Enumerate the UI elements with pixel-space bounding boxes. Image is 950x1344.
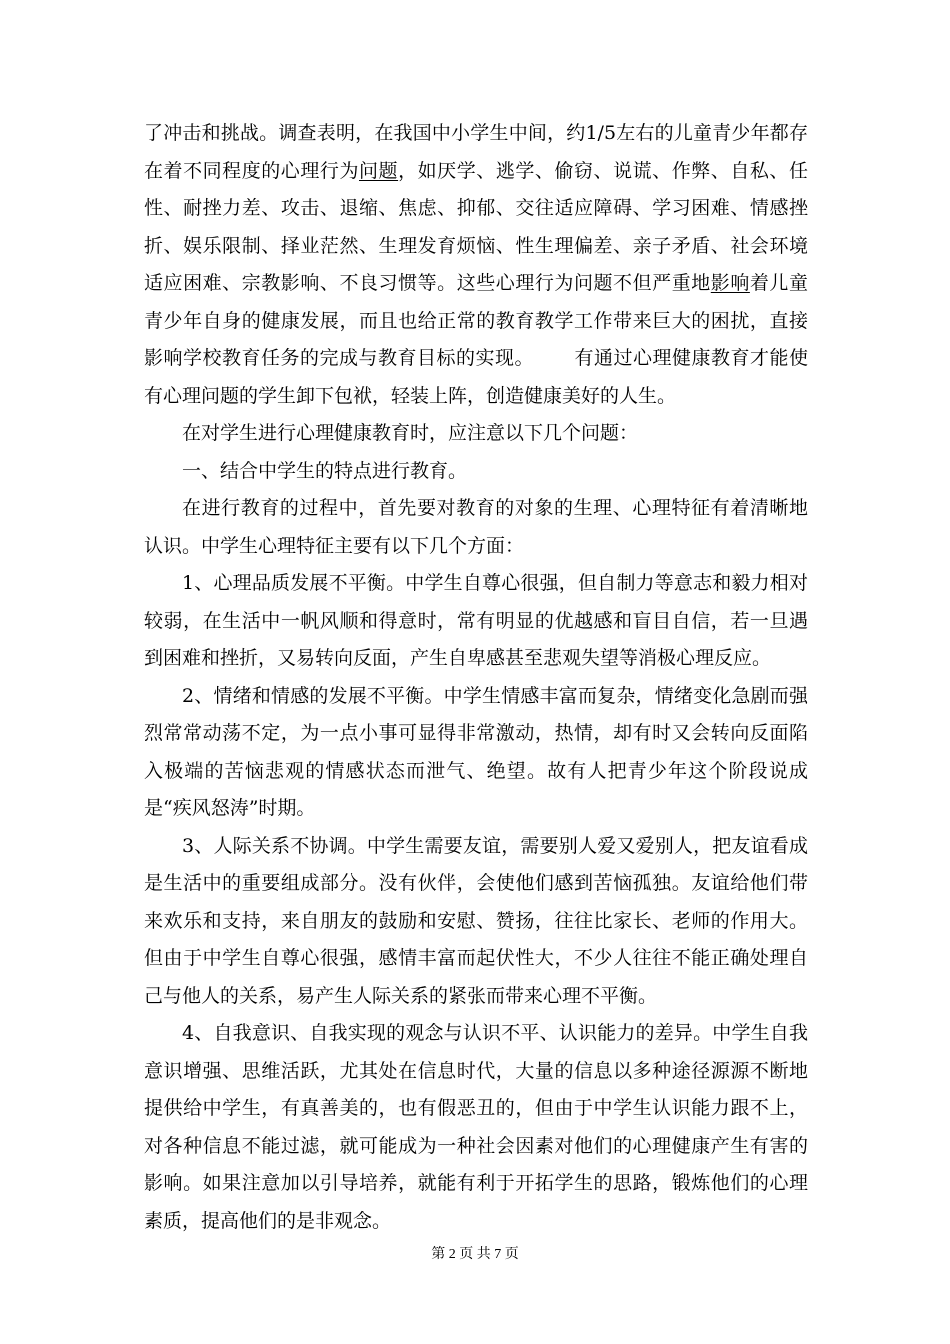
paragraph-education-process: 在进行教育的过程中，首先要对教育的对象的生理、心理特征有着清晰地认识。中学生心理特征主要有以下几个方面： — [144, 497, 808, 557]
underlined-term-wenti: 问题 — [359, 159, 399, 182]
page-footer — [0, 1246, 950, 1264]
paragraph-intro-continued — [144, 115, 808, 415]
text-run: 着儿童青少年自身的健康发展，而且也给正常的教育教学工作带来巨大的困扰，直接影响学校教育任务的完成与教育目标的实现。 — [144, 272, 808, 369]
paragraph-point-3: 3、人际关系不协调。中学生需要友谊，需要别人爱又爱别人，把友谊看成是生活中的重要组成部分。没有伙伴，会使他们感到苦恼孤独。友谊给他们带来欢乐和支持，来自朋友的鼓励和安慰、赞扬，往往比家长、老师的作用大。但由于中学生自尊心很强，感情丰富而起伏性大，不少人往往不能正确处理自己与他人的关系，易产生人际关系的紧张而带来心理不平衡。 — [144, 834, 808, 1007]
underlined-term-yingxiang: 影响 — [710, 272, 750, 294]
text-run: ，如厌学、逃学、偷窃、说谎、作弊、自私、任性、耐挫力差、攻击、退缩、焦虑、抑郁、交往适应障碍、学习困难、情感挫折、娱乐限制、择业茫然、生理发育烦恼、性生理偏差、亲子矛盾、社会环境适应困难、宗教影响、不良习惯等。这些心理行为问题不但严重地 — [144, 159, 808, 294]
text-run: 了冲击和挑战。调查表明，在我国中小学生中间，约1/5左右的儿童青少年都存在着不同程度的心理行为 — [144, 122, 808, 182]
paragraph-point-1: 1、心理品质发展不平衡。中学生自尊心很强，但自制力等意志和毅力相对较弱，在生活中一帆风顺和得意时，常有明显的优越感和盲目自信，若一旦遇到困难和挫折，又易转向反面，产生自卑感甚至悲观失望等消极心理反应。 — [144, 572, 808, 669]
page-number-label: 第 2 页 共 7 页 — [431, 1247, 519, 1262]
body-text — [144, 115, 808, 1240]
paragraph-point-4: 4、自我意识、自我实现的观念与认识不平、认识能力的差异。中学生自我意识增强、思维活跃，尤其处在信息时代，大量的信息以多种途径源源不断地提供给中学生，有真善美的，也有假恶丑的，但由于中学生认识能力跟不上，对各种信息不能过滤，就可能成为一种社会因素对他们的心理健康产生有害的影响。如果注意加以引导培养，就能有利于开拓学生的思路，锻炼他们的心理素质，提高他们的是非观念。 — [144, 1022, 808, 1232]
section-heading-1: 一、结合中学生的特点进行教育。 — [182, 459, 468, 482]
text-run: 有通过心理健康教育才能使有心理问题的学生卸下包袱，轻装上阵，创造健康美好的人生。 — [144, 347, 808, 407]
paragraph-attention-intro: 在对学生进行心理健康教育时，应注意以下几个问题： — [182, 422, 639, 444]
paragraph-point-2: 2、情绪和情感的发展不平衡。中学生情感丰富而复杂，情绪变化急剧而强烈常常动荡不定，为一点小事可显得非常激动，热情，却有时又会转向反面陷入极端的苦恼悲观的情感状态而泄气、绝望。故有人把青少年这个阶段说成是“疾风怒涛”时期。 — [144, 684, 808, 819]
